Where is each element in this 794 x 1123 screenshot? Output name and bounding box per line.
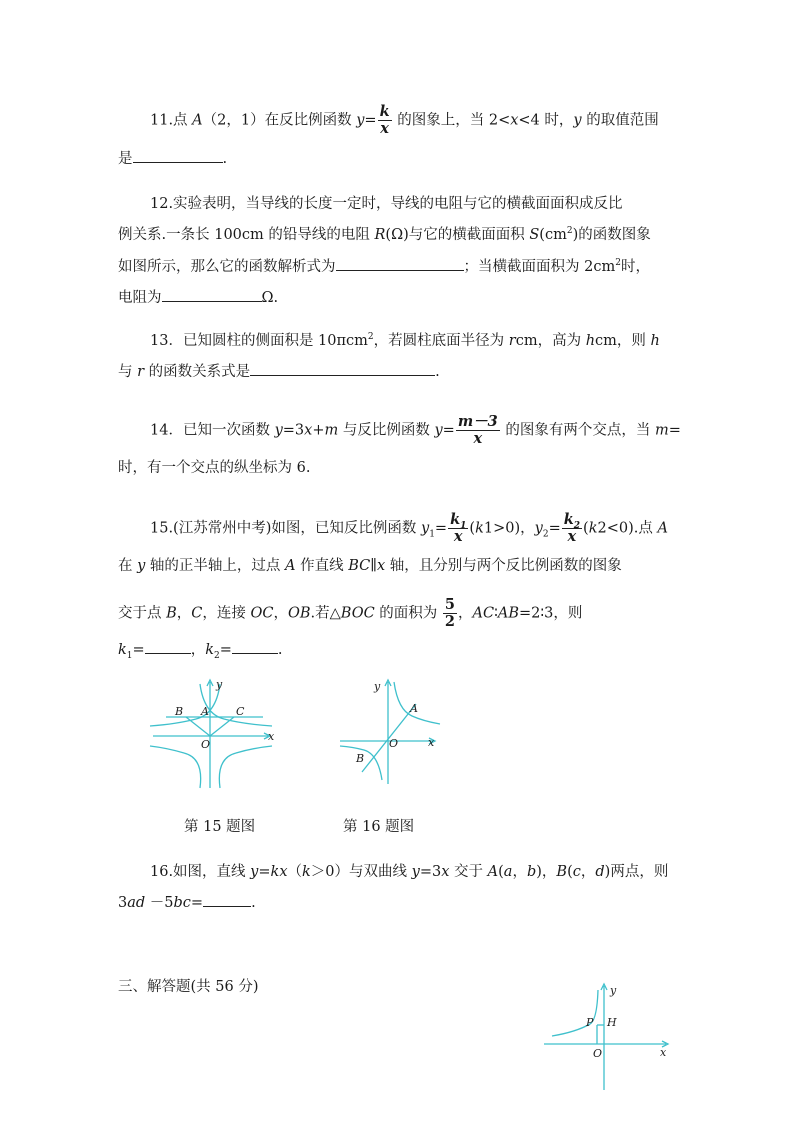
q14-line1: 14．已知一次函数 y=3x+m 与反比例函数 y= $\frac{m-3}{x}$ 的图象有两个交点，当 m= [150, 413, 681, 447]
answer-blank[interactable] [203, 892, 251, 907]
q16-line1: 16.如图，直线 y=kx（k＞0）与双曲线 y=3x 交于 A(a，b)，B(c，d)两点，则 [150, 864, 669, 880]
q15-line2: 在 y 轴的正半轴上，过点 A 作直线 BC∥x 轴，且分别与两个反比例函数的图象 [118, 558, 622, 574]
fraction-k2-over-x: $\frac{k_2}{x}$ [563, 511, 581, 545]
fig3-label-x: x [660, 1046, 667, 1059]
answer-blank[interactable] [250, 361, 435, 376]
answer-blank[interactable] [162, 287, 262, 302]
fig15-label-O: O [201, 738, 211, 751]
q16-line2: 3ad －5bc= . [118, 892, 256, 913]
q12-line3: 如图所示，那么它的函数解析式为 ；当横截面面积为 $2cm^2$时， [118, 256, 650, 277]
q14-line2: 时，有一个交点的纵坐标为 6. [118, 460, 311, 476]
q11-line1: 11.点 A（2，1）在反比例函数 y= $\frac{k}{x}$ 的图象上，当 2<x<4 时，y 的取值范围 [150, 103, 659, 137]
q12-line1: 12.实验表明，当导线的长度一定时，导线的电阻与它的横截面面积成反比 [150, 196, 623, 212]
fig16-label-B: B [356, 752, 365, 765]
fig3-label-H: H [607, 1016, 617, 1029]
q13-line2: 与 r 的函数关系式是 . [118, 361, 440, 382]
q15-line1: 15.(江苏常州中考)如图，已知反比例函数 $y_1=$ $\frac{k_1}{x}$ (k1>0)，$y_2=$ $\frac{k_2}{x}$ (k2<0).点 A [150, 511, 668, 545]
fraction-5-over-2: $\frac{5}{2}$ [444, 596, 456, 630]
q15-line4: $k_1=$ ，$k_2=$ . [118, 639, 282, 660]
figure-16 [338, 676, 448, 786]
fig3-label-y: y [610, 984, 617, 997]
q12-line4: 电阻为 Ω. [118, 287, 278, 308]
q15-line3: 交于点 B，C，连接 OC，OB.若△BOC 的面积为 $\frac{5}{2}$ ，AC∶AB=2∶3，则 [118, 596, 583, 630]
fig16-label-A: A [410, 702, 418, 715]
caption-fig15: 第 15 题图 [184, 819, 256, 835]
fig3-label-P: P [586, 1016, 594, 1029]
figure-15 [148, 676, 278, 791]
answer-blank[interactable] [232, 639, 278, 654]
fig16-label-x: x [428, 736, 435, 749]
fig16-label-y: y [374, 680, 381, 693]
q12-line2: 例关系.一条长 100cm 的铅导线的电阻 R(Ω)与它的横截面面积 $S(cm^2)$的函数图象 [118, 226, 651, 243]
fig3-label-O: O [593, 1047, 603, 1060]
section-3-heading: 三、解答题(共 56 分) [118, 979, 259, 995]
answer-blank[interactable] [133, 148, 223, 163]
fig15-label-x: x [268, 730, 275, 743]
answer-blank[interactable] [336, 256, 464, 271]
figure-section3 [542, 982, 674, 1092]
fraction-k1-over-x: $\frac{k_1}{x}$ [450, 511, 467, 545]
fraction-m-3-over-x: $\frac{m-3}{x}$ [457, 413, 498, 447]
fig15-label-C: C [236, 705, 245, 718]
q13-line1: 13．已知圆柱的侧面积是 10πcm$^2$，若圆柱底面半径为 rcm，高为 hcm，则 h [150, 332, 660, 349]
fig15-label-B: B [175, 705, 184, 718]
answer-blank[interactable] [145, 639, 191, 654]
q11-line2: 是 . [118, 148, 227, 169]
caption-fig16: 第 16 题图 [343, 819, 415, 835]
fraction-k-over-x: $\frac{k}{x}$ [379, 103, 390, 137]
fig15-label-y: y [216, 678, 223, 691]
fig16-label-O: O [389, 737, 399, 750]
fig15-label-A: A [201, 705, 209, 718]
